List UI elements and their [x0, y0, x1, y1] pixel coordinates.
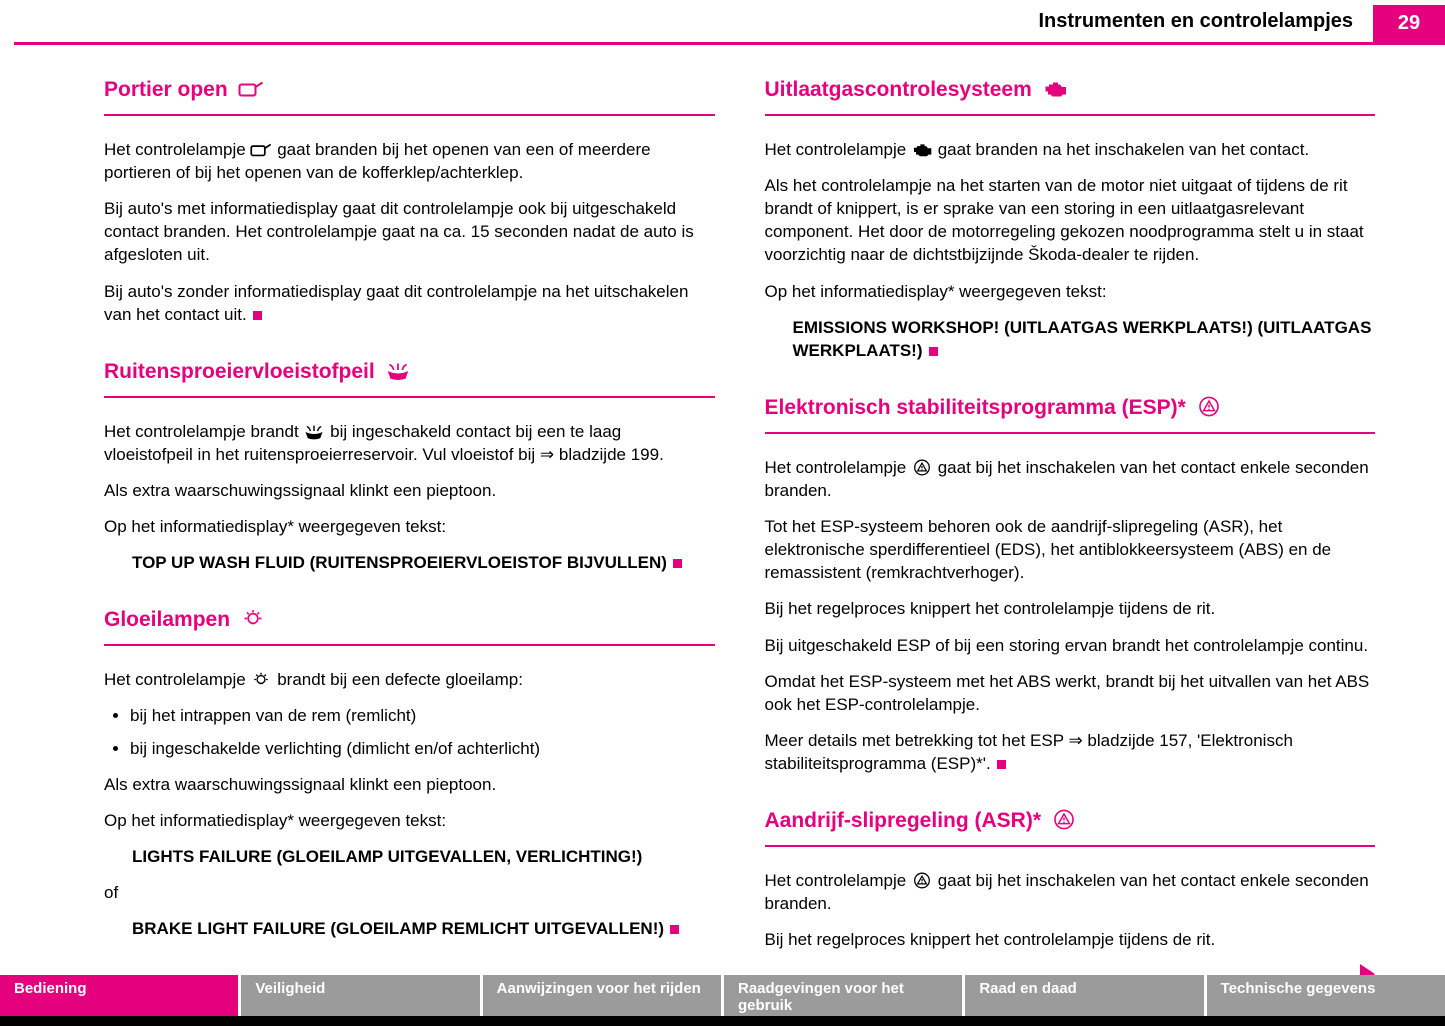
section-title: Aandrijf-slipregeling (ASR)*	[764, 809, 1042, 833]
right-column	[765, 48, 1376, 989]
section-title: Uitlaatgascontrolesysteem	[764, 78, 1032, 101]
paragraph: Bij auto's met informatiedisplay gaat dit controlelampje ook bij uitgeschakeld contact branden. Het controlelampje gaat na ca. 15 seconden nadat de auto is afgesloten uit.	[104, 199, 694, 265]
bullet-item: • bij ingeschakelde verlichting (dimlicht en/of achterlicht)	[130, 737, 715, 760]
footer-nav	[0, 975, 1445, 1026]
paragraph: Omdat het ESP-systeem met het ABS werkt, brandt bij het uitvallen van het ABS ook het ESP-controlelampje.	[764, 671, 1370, 714]
tab-label: Aanwijzingen voor het rijden	[496, 980, 701, 997]
section-end-square	[673, 559, 682, 568]
text-run: gaat bij het inschakelen van het contact enkele seconden branden.	[764, 871, 1369, 914]
footer-tabs	[0, 975, 1445, 1016]
text-run: EMISSIONS WORKSHOP! (UITLAATGAS WERKPLAATS!) (UITLAATGAS WERKPLAATS!)	[792, 317, 1372, 360]
section-title: Gloeilampen	[104, 608, 231, 632]
tab-label: Raadgevingen voor het gebruik	[737, 980, 904, 1014]
bottom-bar	[0, 1016, 1445, 1026]
paragraph: Bij uitgeschakeld ESP of bij een storing ervan brandt het controlelampje continu.	[764, 635, 1369, 655]
section-heading	[765, 396, 1376, 434]
paragraph: Op het informatiedisplay* weergegeven tekst:	[104, 810, 447, 830]
text-run: Meer details met betrekking tot het ESP ⇒ bladzijde 157, 'Elektronisch stabiliteitsprogramma (ESP)*'.	[764, 730, 1293, 773]
section-heading	[104, 360, 715, 398]
page-header	[14, 0, 1445, 45]
exhaust-engine-icon	[911, 140, 933, 159]
door-open-icon	[250, 140, 272, 159]
section-asr	[765, 809, 1376, 989]
paragraph: Bij het regelproces knippert het controlelampje tijdens de rit.	[764, 930, 1216, 950]
exhaust-engine-icon	[1042, 78, 1068, 102]
esp-warning-icon	[911, 871, 933, 890]
page-content	[104, 48, 1375, 989]
paragraph: Als extra waarschuwingssignaal klinkt een pieptoon.	[104, 480, 497, 500]
section-title: Ruitensproeiervloeistofpeil	[104, 359, 375, 383]
tab-label: Veiligheid	[255, 980, 326, 997]
tab-label: Technische gegevens	[1220, 980, 1376, 997]
footer-tab-aanwijzingen[interactable]	[483, 975, 721, 1016]
esp-warning-icon	[1051, 809, 1077, 833]
page-number-badge: 29	[1373, 5, 1445, 42]
section-heading	[104, 78, 715, 116]
section-ruitensproeiervloeistofpeil	[104, 360, 715, 575]
washer-fluid-icon	[303, 422, 325, 441]
section-uitlaatgascontrolesysteem	[765, 78, 1376, 362]
text-run: Het controlelampje brandt	[104, 421, 299, 441]
text-run: gaat bij het inschakelen van het contact enkele seconden branden.	[764, 457, 1369, 500]
section-heading	[765, 78, 1376, 116]
text-run: brandt bij een defecte gloeilamp:	[277, 670, 523, 690]
bullet-list	[130, 704, 715, 759]
paragraph: Als het controlelampje na het starten van de motor niet uitgaat of tijdens de rit brandt of knippert, is er sprake van een storing in een uitlaatgasrelevant component. Het door de motorregeling gekozen noodprogramma stelt u in staat voorzichtig naar de dichtstbijzijnde Škoda-dealer te rijden.	[764, 176, 1364, 265]
paragraph	[765, 729, 1376, 775]
paragraph: Op het informatiedisplay* weergegeven tekst:	[104, 517, 447, 537]
paragraph	[765, 456, 1376, 502]
paragraph	[104, 280, 715, 326]
text-run: Het controlelampje	[104, 140, 246, 159]
section-end-square	[253, 311, 262, 320]
paragraph	[765, 138, 1376, 161]
paragraph	[104, 138, 715, 184]
section-title: Elektronisch stabiliteitsprogramma (ESP)*	[764, 395, 1186, 419]
text-run: Het controlelampje	[764, 457, 907, 477]
text-run: Het controlelampje	[764, 140, 907, 159]
display-text	[132, 551, 715, 574]
section-gloeilampen	[104, 608, 715, 940]
washer-fluid-icon	[385, 360, 411, 384]
text-run: gaat branden bij het openen van een of meerdere portieren of bij het openen van de kofferklep/achterklep.	[104, 140, 651, 183]
page-title: Instrumenten en controlelampjes	[1038, 10, 1353, 32]
section-heading	[765, 809, 1376, 847]
display-text: LIGHTS FAILURE (GLOEILAMP UITGEVALLEN, VERLICHTING!)	[132, 846, 643, 866]
text-run: bij ingeschakeld contact bij een te laag vloeistofpeil in het ruitensproeierreservoir. Vul vloeistof bij ⇒ bladzijde 199.	[104, 421, 664, 464]
paragraph: Als extra waarschuwingssignaal klinkt een pieptoon.	[104, 774, 497, 794]
text-run: gaat branden na het inschakelen van het contact.	[937, 140, 1310, 159]
esp-warning-icon	[1196, 396, 1222, 420]
footer-tab-raad-en-daad[interactable]	[965, 975, 1203, 1016]
footer-tab-raadgevingen[interactable]	[724, 975, 962, 1016]
section-heading	[104, 608, 715, 646]
paragraph: Op het informatiedisplay* weergegeven tekst:	[764, 281, 1107, 301]
section-end-square	[997, 760, 1006, 769]
section-esp	[765, 396, 1376, 775]
footer-tab-technische-gegevens[interactable]	[1207, 975, 1445, 1016]
paragraph: of	[104, 882, 119, 902]
text-run: Het controlelampje	[104, 670, 246, 690]
text-run: TOP UP WASH FLUID (RUITENSPROEIERVLOEISTOF BIJVULLEN)	[132, 553, 667, 573]
bulb-icon	[240, 608, 266, 632]
footer-tab-veiligheid[interactable]	[241, 975, 479, 1016]
tab-label: Bediening	[14, 980, 87, 997]
display-text	[793, 316, 1376, 362]
text-run: Het controlelampje	[764, 871, 907, 891]
left-column	[104, 48, 715, 989]
tab-label: Raad en daad	[979, 980, 1077, 997]
text-run: BRAKE LIGHT FAILURE (GLOEILAMP REMLICHT UITGEVALLEN!)	[132, 919, 665, 939]
section-title: Portier open	[104, 78, 228, 101]
paragraph	[104, 420, 715, 466]
paragraph	[104, 668, 715, 691]
paragraph: Tot het ESP-systeem behoren ook de aandrijf-slipregeling (ASR), het elektronische sperdifferentieel (EDS), het antiblokkeersysteem (ABS) en de remassistent (remkrachtverhoger).	[764, 517, 1332, 583]
text-run: Bij auto's zonder informatiedisplay gaat dit controlelampje na het uitschakelen van het contact uit.	[104, 281, 689, 324]
section-end-square	[670, 925, 679, 934]
section-end-square	[929, 347, 938, 356]
paragraph	[765, 869, 1376, 915]
footer-tab-bediening[interactable]	[0, 975, 238, 1016]
bulb-icon	[250, 670, 272, 689]
esp-warning-icon	[911, 458, 933, 477]
section-portier-open	[104, 78, 715, 326]
paragraph: Bij het regelproces knippert het controlelampje tijdens de rit.	[764, 599, 1216, 619]
bullet-item: • bij het intrappen van de rem (remlicht)	[130, 704, 715, 727]
display-text	[132, 917, 715, 940]
door-open-icon	[238, 78, 264, 102]
